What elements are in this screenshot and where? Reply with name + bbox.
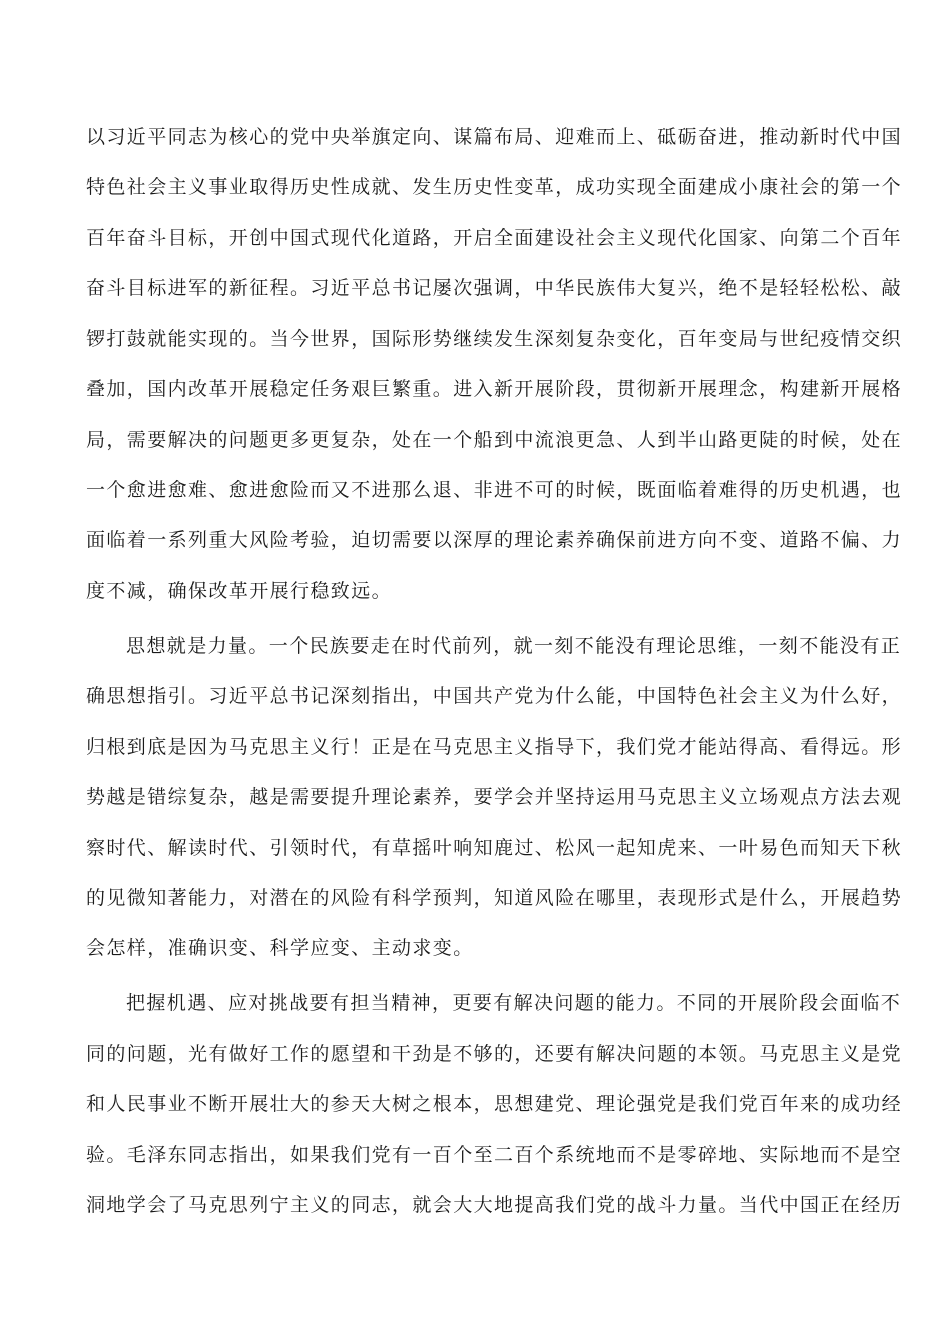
paragraph-line: 验。毛泽东同志指出，如果我们党有一百个至二百个系统地而不是零碎地、实际地而不是空 — [86, 1144, 903, 1166]
paragraph-line: 思想就是力量。一个民族要走在时代前列，就一刻不能没有理论思维，一刻不能没有正 — [126, 635, 902, 657]
paragraph-line: 以习近平同志为核心的党中央举旗定向、谋篇布局、迎难而上、砥砺奋进，推动新时代中国 — [86, 126, 903, 148]
paragraph-line: 会怎样，准确识变、科学应变、主动求变。 — [86, 937, 474, 959]
paragraph-line: 把握机遇、应对挑战要有担当精神，更要有解决问题的能力。不同的开展阶段会面临不 — [126, 992, 902, 1014]
paragraph-line: 的见微知著能力，对潜在的风险有科学预判，知道风险在哪里，表现形式是什么，开展趋势 — [86, 887, 903, 909]
paragraph-line: 归根到底是因为马克思主义行！正是在马克思主义指导下，我们党才能站得高、看得远。形 — [86, 736, 903, 758]
paragraph-line: 一个愈进愈难、愈进愈险而又不进那么退、非进不可的时候，既面临着难得的历史机遇，也 — [86, 479, 903, 501]
paragraph-line: 锣打鼓就能实现的。当今世界，国际形势继续发生深刻复杂变化，百年变局与世纪疫情交织 — [86, 328, 903, 350]
paragraph-line: 局，需要解决的问题更多更复杂，处在一个船到中流浪更急、人到半山路更陡的时候，处在 — [86, 429, 903, 451]
paragraph-line: 确思想指引。习近平总书记深刻指出，中国共产党为什么能，中国特色社会主义为什么好， — [86, 685, 903, 707]
paragraph-line: 叠加，国内改革开展稳定任务艰巨繁重。进入新开展阶段，贯彻新开展理念，构建新开展格 — [86, 378, 903, 400]
paragraph-line: 特色社会主义事业取得历史性成就、发生历史性变革，成功实现全面建成小康社会的第一个 — [86, 176, 903, 198]
paragraph-line: 势越是错综复杂，越是需要提升理论素养，要学会并坚持运用马克思主义立场观点方法去观 — [86, 786, 903, 808]
paragraph-line: 和人民事业不断开展壮大的参天大树之根本，思想建党、理论强党是我们党百年来的成功经 — [86, 1093, 903, 1115]
paragraph-line: 百年奋斗目标，开创中国式现代化道路，开启全面建设社会主义现代化国家、向第二个百年 — [86, 227, 903, 249]
paragraph-line: 洞地学会了马克思列宁主义的同志，就会大大地提高我们党的战斗力量。当代中国正在经历 — [86, 1194, 903, 1216]
paragraph-line: 度不减，确保改革开展行稳致远。 — [86, 580, 393, 602]
paragraph-line: 同的问题，光有做好工作的愿望和干劲是不够的，还要有解决问题的本领。马克思主义是党 — [86, 1043, 903, 1065]
paragraph-line: 面临着一系列重大风险考验，迫切需要以深厚的理论素养确保前进方向不变、道路不偏、力 — [86, 529, 903, 551]
paragraph-line: 察时代、解读时代、引领时代，有草摇叶响知鹿过、松风一起知虎来、一叶易色而知天下秋 — [86, 837, 903, 859]
paragraph-line: 奋斗目标进军的新征程。习近平总书记屡次强调，中华民族伟大复兴，绝不是轻轻松松、敲 — [86, 277, 903, 299]
